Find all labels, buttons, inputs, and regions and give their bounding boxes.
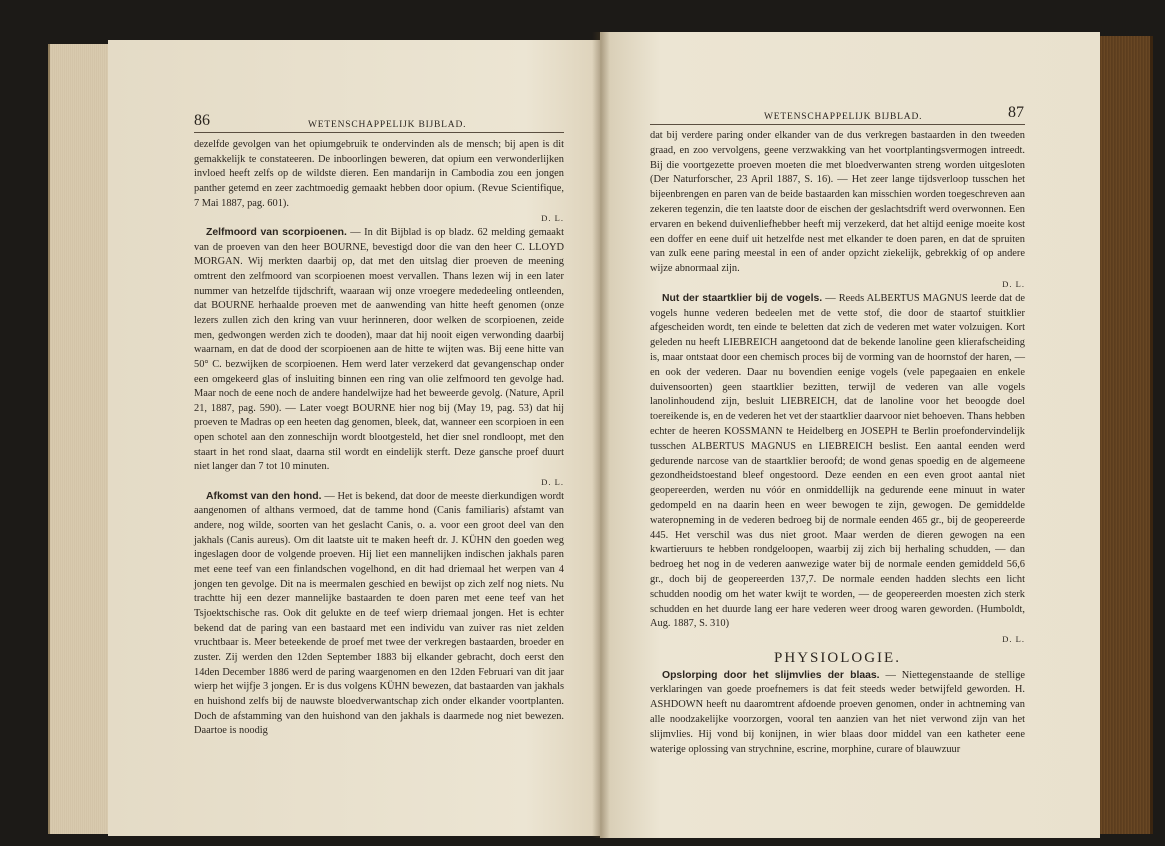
heading-preen-gland: Nut der staartklier bij de vogels. [662,292,823,304]
signature-scorpions: D. L. [541,477,564,488]
article-scorpions [194,226,564,490]
heading-scorpions: Zelfmoord van scorpioenen. [206,226,347,238]
right-header-rule [650,124,1025,125]
left-text-column [194,138,564,739]
left-header-rule [194,132,564,133]
intro-signature: D. L. [541,213,564,224]
right-text-column [650,129,1025,757]
left-running-head: WETENSCHAPPELIJK BIJBLAD. [308,120,467,130]
article-bladder [650,669,1025,758]
right-page [600,32,1100,838]
article-preen-gland [650,292,1025,647]
book-gutter-shadow [592,32,610,838]
body-preen-gland: — Reeds ALBERTUS MAGNUS leerde dat de vogels hunne vederen bedeelen met de vette stof, die door de staartof stuitklier afgescheiden wordt, ten einde te beletten dat zich de vederen met water volzuigen. Kort geleden nu heeft LIEBREICH aangetoond dat de bekende lanoline geen klierafscheiding is, maar ontstaat door een chemisch proces bij de vorming van de hoornstof der haren, — en ook der vederen. Daar nu bovendien eenige vogels (vele papegaaien en enkele duivensoorten) geen staartklier bezitten, terwijl de vederen van alle vogels lanolinhoudend zijn, besluit LIEBREICH, dat de lanoline voor het beoogde doel toereikende is, en de vederen het vet der staartklier daarvoor niet behoeven. Thans hebben echter de heeren KOSSMANN te Heidelberg en JOSEPH te Berlin proefondervindelijk tusschen ALBERTUS MAGNUS en LIEBREICH beslist. Een aantal eenden werd gedurende narcose van de staartklier beroofd; de wond genas spoedig en de algemeene gezondheidstoestand bleef ongestoord. Deze eenden en een even groot aantal niet geopereerden, werden nu vóór en onmiddellijk na gedurende eene minuut in water gedompeld en na daarin heen en weer bewogen te zijn, gewogen. De gemiddelde wateropneming in de vederen bedroeg bij de normale eenden 465 gr., bij de geopereerde 445. Het verschil was dus niet groot. Maar werden de dieren gewogen na een kwartieruurs te hebben rondgeloopen, waarbij zij zich bij herhaling schudden, — dan bedroeg het nog in de vederen aanwezige water bij de normale eenden gemiddeld 56,6 gr., doch bij de geopereerden 137,7. De normale eenden hadden slechts een licht schudden noodig om het water kwijt te worden, — de geopereerden moesten zich sterk schudden en het duurde lang eer hare vederen weer droog waren geworden. (Humboldt, Aug. 1887, S. 310) [650,292,1026,630]
heading-bladder: Opslorping door het slijmvlies der blaas. [662,669,880,681]
body-bladder: — Niettegenstaande de stellige verklaringen van goede proefnemers is dat feit steeds weder betwijfeld geworden. H. ASHDOWN heeft nu daaromtrent afdoende proeven genomen, onder in achtneming van alle noodzakelijke voorzorgen, vooral ten aanzien van het niet verwond zijn van het slijmvlies. Hij vond bij konijnen, in wier blaas door middel van een katheter eene waterige oplossing van strychnine, escrine, morphine, curare of blauwzuur [650,669,1025,755]
section-title-physiologie: PHYSIOLOGIE. [774,649,901,666]
intro-text: dezelfde gevolgen van het opiumgebruik te ondervinden als de mensch; bij apen is dit gemakkelijk te constateeren. De inboorlingen beweren, dat opium een verwonderlijken invloed heeft zelfs op de wildste dieren. Een mandarijn in Cambodia zou een jongen panther getemd en zeer zachtmoedig gemaakt hebben door opium. (Revue Scientifique, 7 Mai 1887, pag. 601). [194,139,564,209]
body-scorpions: — In dit Bijblad is op bladz. 62 melding gemaakt van de proeven van den heer BOURNE, bevestigd door die van den heer C. LLOYD MORGAN. Wij merkten daarbij op, dat met den uitslag dier proeven de meening omtrent den zelfmoord van scorpioenen moest vervallen. Thans lezen wij in een later nummer van hetzelfde tijdschrift, waaraan wij onze vroegere mededeeling ontleenden, dat BOURNE herhaalde proeven met de aanwending van hitte heeft genomen (onze lezers zullen zich den kring van vuur herinneren, door welken de scorpioenen, zeide men, gedwongen werden zich te dooden), maar dat hij nooit eigen verwonding daarbij waarnam, en dat de dood der scorpioenen aan de hitte te wijten was. Bij eene hitte van 50° C. bezwijken de scorpioenen. Hem werd later verzekerd dat gevangenschap onder een omgekeerd glas of insluiting binnen een ring van olie zelfmoord ten gevolge had. Maar noch de eene noch de andere handelwijze had het beweerde gevolg. (Nature, April 21, 1887, pag. 590). — Later voegt BOURNE hier nog bij (May 19, pag. 53) dat hij proeven te Madras op een heeten dag genomen, bleek, dat, wanneer een scorpioen in een open schotel aan den zonneschijn wordt blootgesteld, het dier snel rondloopt, met den staart in het rond slaat, daarna stil wordt en eindelijk sterft. Deze gansche proef duurt niet langer dan 7 tot 10 minuten. [194,226,564,473]
intro-paragraph [194,138,564,226]
book-cover-right-edge [1100,36,1153,834]
body-dog-origin: — Het is bekend, dat door de meeste dierkundigen wordt aangenomen of althans vermoed, dat de tamme hond (Canis familiaris) afstamt van andere, nog wilde, soorten van het geslacht Canis, o. a. voor een groot deel van den jakhals (Canis aureus). Om dit laatste uit te maken heeft dr. J. KÜHN den goeden weg ingeslagen door de volgende proeven. Hij liet een mannelijken indischen jakhals paren met eene teef van een finlandschen vogelhond, en dit had driemaal het werpen van 4 jongen ten gevolge. Dit na is meermalen geschied en bewijst op zich zelf nog niets. Nu trachtte hij een dezer mannelijke bastaarden te doen paren met eene teef van het Tsjoektschische ras. Ook dit gelukte en de teef wierp driemaal jongen. Het is echter bekend dat de paring van een bastaard met een individu van zuiver ras niet zelden vruchtbaar is. Meer beteekende de proef met twee der verkregen bastaarden, broeder en zuster. Zij werden den 12den September 1883 bij elkander gebracht, doch eerst den 14den December 1886 werd de paring waargenomen en den 12den Februari van dit jaar wierp het wijfje 3 jongen. Er is dus volgens KÜHN bewezen, dat bastaarden van jakhals en huishond zelfs bij de nauwste bloedverwantschap zich onder elkander voortplanten. Doch de afstamming van den huishond van den jakhals is daarmede nog niet bewezen. Daartoe is noodig [194,490,564,737]
heading-dog-origin: Afkomst van den hond. [206,490,322,502]
article-dog-origin [194,490,564,739]
signature-preen-gland: D. L. [1002,634,1025,645]
right-page-number: 87 [1008,104,1024,121]
right-running-head: WETENSCHAPPELIJK BIJBLAD. [764,112,923,122]
continued-paragraph [650,129,1025,292]
left-page-number: 86 [194,112,210,129]
continued-text: dat bij verdere paring onder elkander van de dus verkregen bastaarden in den tweeden graad, en zoo vervolgens, geene verzwakking van het voortplantingsvermogen intreedt. Bij die voortgezette proeven moeten die met bloedverwanten streng worden uitgesloten (Der Naturforscher, 23 April 1887, S. 16). — Het zeer lange tijdsverloop tusschen het bijeenbrengen en paren van de beide bastaarden kan misschien worden toegeschreven aan zekeren tegenzin, die ten laatste door de eischen der geslachtsdrift werd overwonnen. Een ervaren en bekend duivenliefhebber heeft mij verzekerd, dat het altijd eenige moeite kost een doffer en eene duif uit hetzelfde nest met elkander te doen paren, en dat de spruiten van zulk eene paring meestal in een of ander opzicht ziekelijk, gebrekkig of op andere wijze abnormaal zijn. [650,130,1025,275]
left-page [108,40,600,836]
continued-signature: D. L. [1002,278,1025,289]
page-stack-left-edge [48,44,112,834]
